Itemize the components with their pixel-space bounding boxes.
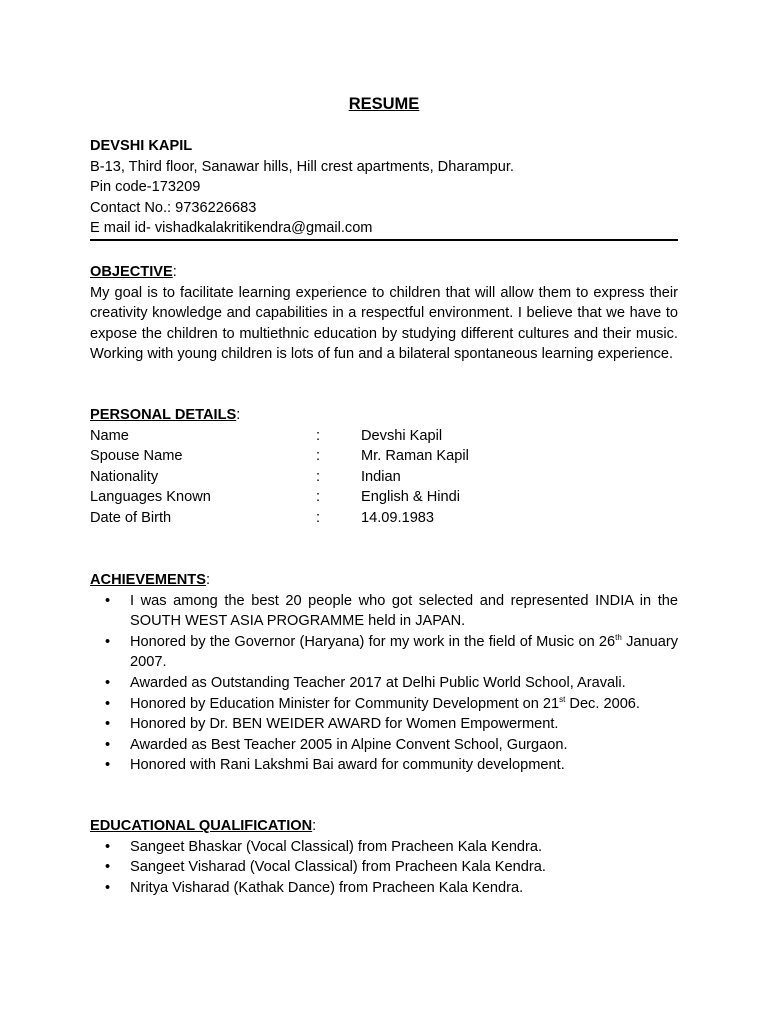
contact-number-line: Contact No.: 9736226683	[90, 199, 257, 216]
bullet-icon: •	[105, 592, 111, 609]
header-divider	[90, 239, 678, 241]
achievement-item	[90, 735, 678, 756]
detail-colon: :	[316, 489, 321, 506]
detail-value: Mr. Raman Kapil	[361, 448, 469, 465]
list-item-text: Honored by Dr. BEN WEIDER AWARD for Women Empowerment.	[130, 716, 559, 733]
bullet-icon: •	[105, 716, 111, 733]
personal-detail-row	[90, 446, 678, 467]
list-item-text-continued: January 2007.	[130, 633, 678, 671]
achievement-item	[90, 673, 678, 694]
education-heading: EDUCATIONAL QUALIFICATION	[90, 818, 313, 834]
education-item	[90, 857, 678, 878]
achievement-item	[90, 755, 678, 776]
personal-detail-row	[90, 487, 678, 508]
list-item-text: Awarded as Outstanding Teacher 2017 at Delhi Public World School, Aravali.	[130, 674, 626, 691]
list-item-text: I was among the best 20 people who got selected and represented INDIA in the SOUTH WEST ASIA PROGRAMME held in JAPAN.	[130, 592, 678, 630]
ordinal-suffix: th	[615, 632, 622, 642]
detail-value: Indian	[361, 468, 401, 485]
achievement-item	[90, 591, 678, 632]
bullet-icon: •	[105, 859, 111, 876]
detail-value: English & Hindi	[361, 489, 460, 506]
detail-colon: :	[316, 468, 321, 485]
bullet-icon: •	[105, 736, 111, 753]
personal-details-section: PERSONAL DETAILS: Name : Devshi Kapil Spouse Name : Mr. Raman Kapil Nationality : Indian Languages Known : English & Hindi Date of Birth : 14.09.1983	[90, 405, 678, 529]
list-item-text: Honored by the Governor (Haryana) for my work in the field of Music on 26	[130, 633, 616, 650]
education-item	[90, 837, 678, 858]
bullet-icon: •	[105, 838, 111, 855]
bullet-icon: •	[105, 879, 111, 896]
achievements-list	[90, 591, 678, 776]
achievement-item	[90, 714, 678, 735]
achievements-heading: ACHIEVEMENTS	[90, 572, 206, 588]
bullet-icon: •	[105, 633, 111, 650]
detail-label: Nationality	[90, 468, 159, 485]
list-item-text: Honored with Rani Lakshmi Bai award for community development.	[130, 757, 565, 774]
personal-details-heading: PERSONAL DETAILS	[90, 407, 237, 423]
pin-code-line: Pin code-173209	[90, 179, 201, 196]
personal-detail-row	[90, 426, 678, 447]
personal-detail-row	[90, 467, 678, 488]
bullet-icon: •	[105, 674, 111, 691]
objective-text: My goal is to facilitate learning experience to children that will allow them to express their creativity knowledge and capabilities in a respectful environment. I believe that we have to expose the children to multiethnic education by studying different cultures and their music. Working with young children is lots of fun and a bilateral spontaneous learning experience.	[90, 284, 678, 363]
ordinal-suffix: st	[559, 694, 566, 704]
list-item-text: Sangeet Bhaskar (Vocal Classical) from Pracheen Kala Kendra.	[130, 838, 543, 855]
email-line: E mail id- vishadkalakritikendra@gmail.com	[90, 220, 373, 237]
candidate-name: DEVSHI KAPIL	[90, 138, 193, 154]
education-list	[90, 837, 678, 899]
detail-value: Devshi Kapil	[361, 427, 443, 444]
education-item	[90, 878, 678, 899]
detail-label: Languages Known	[90, 489, 211, 506]
list-item-text: Awarded as Best Teacher 2005 in Alpine Convent School, Gurgaon.	[130, 736, 568, 753]
personal-detail-row	[90, 508, 678, 529]
personal-details-table	[90, 426, 678, 529]
education-section: EDUCATIONAL QUALIFICATION: • Sangeet Bhaskar (Vocal Classical) from Pracheen Kala Kendra. • Sangeet Visharad (Vocal Classical) from Pracheen Kala Kendra. • Nritya Visharad (Kathak Dance) from Pracheen Kala Kendra.	[90, 816, 678, 898]
objective-section: OBJECTIVE: My goal is to facilitate learning experience to children that will allow them to express their creativity knowledge and capabilities in a respectful environment. I believe that we have to expose the children to multiethnic education by studying different cultures and their music. Working with young children is lots of fun and a bilateral spontaneous learning experience.	[90, 262, 678, 365]
document-title: RESUME	[348, 95, 420, 113]
achievement-item	[90, 694, 678, 715]
list-item-text-continued: Dec. 2006.	[565, 695, 640, 712]
detail-label: Spouse Name	[90, 448, 183, 465]
objective-heading: OBJECTIVE	[90, 264, 173, 280]
address-line: B-13, Third floor, Sanawar hills, Hill crest apartments, Dharampur.	[90, 158, 514, 175]
detail-value: 14.09.1983	[361, 509, 435, 526]
detail-label: Name	[90, 427, 129, 444]
detail-colon: :	[316, 448, 321, 465]
contact-block	[90, 136, 678, 239]
list-item-text: Honored by Education Minister for Community Development on 21	[130, 695, 560, 712]
detail-label: Date of Birth	[90, 509, 172, 526]
list-item-text: Sangeet Visharad (Vocal Classical) from Pracheen Kala Kendra.	[130, 859, 546, 876]
achievement-item	[90, 632, 678, 673]
detail-colon: :	[316, 427, 321, 444]
list-item-text: Nritya Visharad (Kathak Dance) from Pracheen Kala Kendra.	[130, 879, 524, 896]
bullet-icon: •	[105, 695, 111, 712]
detail-colon: :	[316, 509, 321, 526]
bullet-icon: •	[105, 757, 111, 774]
achievements-section: ACHIEVEMENTS: • I was among the best 20 people who got selected and represented INDIA in the SOUTH WEST ASIA PROGRAMME held in JAPAN. • Honored by the Governor (Haryana) for my work in the field of Music on 26th January 2007. • Awarded as Outstanding Teacher 2017 at Delhi Public World School, Aravali. • Honored by Education Minister for Community Development on 21st Dec. 2006. • Honored by Dr. BEN WEIDER AWARD for Women Empowerment. • Awarded as Best Teacher 2005 in Alpine Convent School, Gurgaon. • Honored with Rani Lakshmi Bai award for community development.	[90, 570, 678, 776]
